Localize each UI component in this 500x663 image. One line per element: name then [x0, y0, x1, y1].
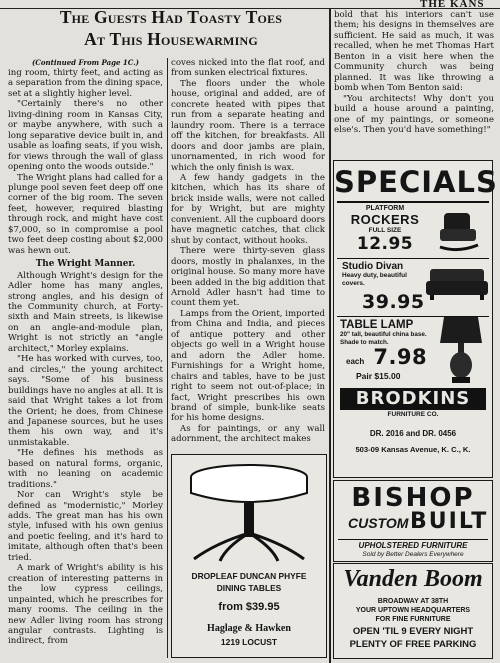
divider — [337, 201, 489, 203]
column-rule — [167, 58, 168, 658]
section-subhead: The Wright Manner. — [35, 259, 136, 270]
continued-note: (Continued From Page 1C.) — [31, 58, 139, 67]
paragraph: "He has worked with curves, too, and circles," the young architect says. "Some of his business buildings have no angles at all. It is said that Wright takes a lot from the Orient; he does, from Chinese and Japanese sources, but he uses them his own way, and it's unmistakable. — [8, 354, 163, 448]
paragraph: coves nicked into the flat roof, and from sunken electrical fixtures. — [171, 58, 325, 79]
divider — [338, 539, 488, 540]
haglage-ad — [171, 454, 327, 658]
item-name: ROCKERS — [350, 212, 420, 227]
brand-word-1: BISHOP — [351, 483, 475, 513]
item-label: PLATFORM — [365, 205, 405, 212]
vanden-boom-ad — [333, 563, 493, 659]
paragraph: Although Wright's design for the Adler home has many angles, strong angles, and his design of the Community church, at Forty-sixth and Main streets, is likewise on an angle-and-module plan, Wright is not strictly an "angle architect," Morley explains. — [8, 270, 163, 354]
paragraph: A mark of Wright's ability is his creation of interesting patterns in the low cypress ceilings, unpainted, which he prescribes for many rooms. The ceiling in the new Adler living room has strong angular contrasts. Lighting is indirect, from — [8, 563, 163, 647]
brand-word-3: BUILT — [410, 509, 489, 534]
ad-item-rockers — [342, 205, 428, 254]
store-name-banner: BRODKINS — [340, 388, 486, 410]
ad-line: YOUR UPTOWN HEADQUARTERS — [355, 607, 471, 614]
paragraph: There were thirty-seven glass doors, mostly in phalanxes, in the original house. So many more have been added in the big addition that Arnold Adler hasn't had time to count them yet. — [171, 246, 325, 309]
paragraph: As for paintings, or any wall adornment, the architect makes — [171, 423, 325, 445]
item-name: Studio Divan — [342, 261, 404, 272]
brand-word-2: CUSTOM — [348, 515, 409, 531]
article-headline — [12, 6, 330, 50]
paragraph: Lamps from the Orient, imported from China and India, and pieces of antique pottery and other objects go well in a Wright house and adorn the Adler home. Furnishings for a Wright home, chairs and tables, have to be just right to seem not out-of-place; in fact, Wright prescribes his own brand of simple, bunk-like seats for his home designs. — [171, 308, 325, 424]
masthead-fragment: THE KANS — [420, 0, 485, 8]
store-address: 1219 LOCUST — [220, 637, 278, 647]
ad-item-lamp — [340, 319, 434, 346]
paragraph: "He defines his methods as based on natural forms, organic, with no leaning on academic traditions." — [8, 448, 163, 490]
rocker-chair-icon — [436, 209, 482, 253]
headline-line-1: The Guests Had Toasty Toes — [59, 7, 283, 27]
paragraph: "Certainly there's no other living-dining room in Kansas City, or maybe anywhere, with such a long separative device built in, and usable as loafing seats, if you wish, for views through the wall of glass opening onto the woods outside." — [8, 99, 163, 173]
item-name: TABLE LAMP — [340, 319, 414, 331]
ad-parking: PLENTY OF FREE PARKING — [349, 639, 477, 650]
article-column-2 — [171, 58, 325, 452]
paragraph: The floors under the whole house, original and added, are of concrete heated with pipes that run from a separate heating and laundry room. There is a terrace off the kitchen, for breakfasts. All doors and door jambs are plain, unornamented, in rich wood for which the only finish is wax. — [171, 78, 325, 173]
ad-price: from $39.95 — [218, 601, 280, 613]
bishop-ad — [333, 480, 493, 562]
paragraph: bold that his interiors can't use them; his designs in themselves are sufficient. He said as much, it was recalled, when he met Thomas Hart Benton in a visit here when the Community church was being planned. It was like throwing a bomb when Tom Benton said: — [334, 10, 494, 94]
divider — [337, 258, 489, 259]
store-address: 503-09 Kansas Avenue, K. C., K. — [355, 445, 471, 454]
store-phone: DR. 2016 and DR. 0456 — [369, 429, 457, 438]
article-column-1 — [8, 58, 163, 660]
ad-line-1: DROPLEAF DUNCAN PHYFE — [191, 571, 307, 581]
store-name: Haglage & Hawken — [207, 623, 291, 634]
item-price: 12.95 — [356, 234, 414, 254]
column-rule — [329, 8, 331, 663]
ad-item-divan — [342, 261, 422, 288]
dropleaf-table-icon — [186, 463, 312, 563]
ad-title: SPECIALS — [334, 165, 498, 199]
article-column-3 — [334, 10, 494, 158]
ad-hours: OPEN 'TIL 9 EVERY NIGHT — [352, 626, 474, 637]
table-lamp-icon — [438, 313, 484, 387]
item-note: 20" tall, beautiful china base. Shade to match. — [340, 331, 427, 346]
item-price: 39.95 — [362, 291, 425, 313]
ad-line: BROADWAY AT 38TH — [377, 598, 449, 605]
paragraph: The Wright plans had called for a plunge pool seven feet deep off one corner of the big room. The seven feet, however, required blasting through rock, and might have cost $7,000, so in compromise a pool two feet deep costing about $2,000 was hewn out. — [8, 172, 163, 256]
item-price: 7.98 — [373, 345, 428, 369]
lamp-price-row — [346, 345, 427, 369]
ad-line: FOR FINE FURNITURE — [375, 616, 451, 623]
paragraph: "You architects! Why don't you build a house around a painting, one of my paintings, or someone else's. Then you'd have something!" — [334, 93, 494, 135]
item-note: Heavy duty, beautiful covers. — [342, 272, 407, 287]
item-note: FULL SIZE — [368, 227, 402, 234]
ad-line-2: DINING TABLES — [216, 583, 282, 593]
paragraph: ing room, thirty feet, and acting as a separation from the dining space, set at a slightly higher level. — [8, 68, 163, 99]
divan-sofa-icon — [426, 265, 488, 301]
headline-line-2: At This Housewarming — [84, 29, 258, 49]
each-label: each — [346, 357, 365, 366]
store-name: Vanden Boom — [343, 566, 483, 592]
ad-subline: Sold by Better Dealers Everywhere — [362, 551, 464, 558]
pair-price: Pair $15.00 — [356, 371, 401, 381]
paragraph: Nor can Wright's style be defined as "modernistic," Morley adds. The great man has his own style, infused with his own genius and poetic feeling, and it's hard to imitate, although often that's been tried. — [8, 490, 163, 563]
ad-tagline: UPHOLSTERED FURNITURE — [358, 541, 468, 550]
brodkins-ad — [333, 160, 498, 478]
paragraph: A few handy gadgets in the kitchen, which has its share of brick inside walls, were not called for by Wright, but are mighty convenient. All the cupboard doors have magnetic catches, that click shut by contact, without hooks. — [171, 172, 325, 246]
store-subtitle: FURNITURE CO. — [387, 411, 439, 418]
